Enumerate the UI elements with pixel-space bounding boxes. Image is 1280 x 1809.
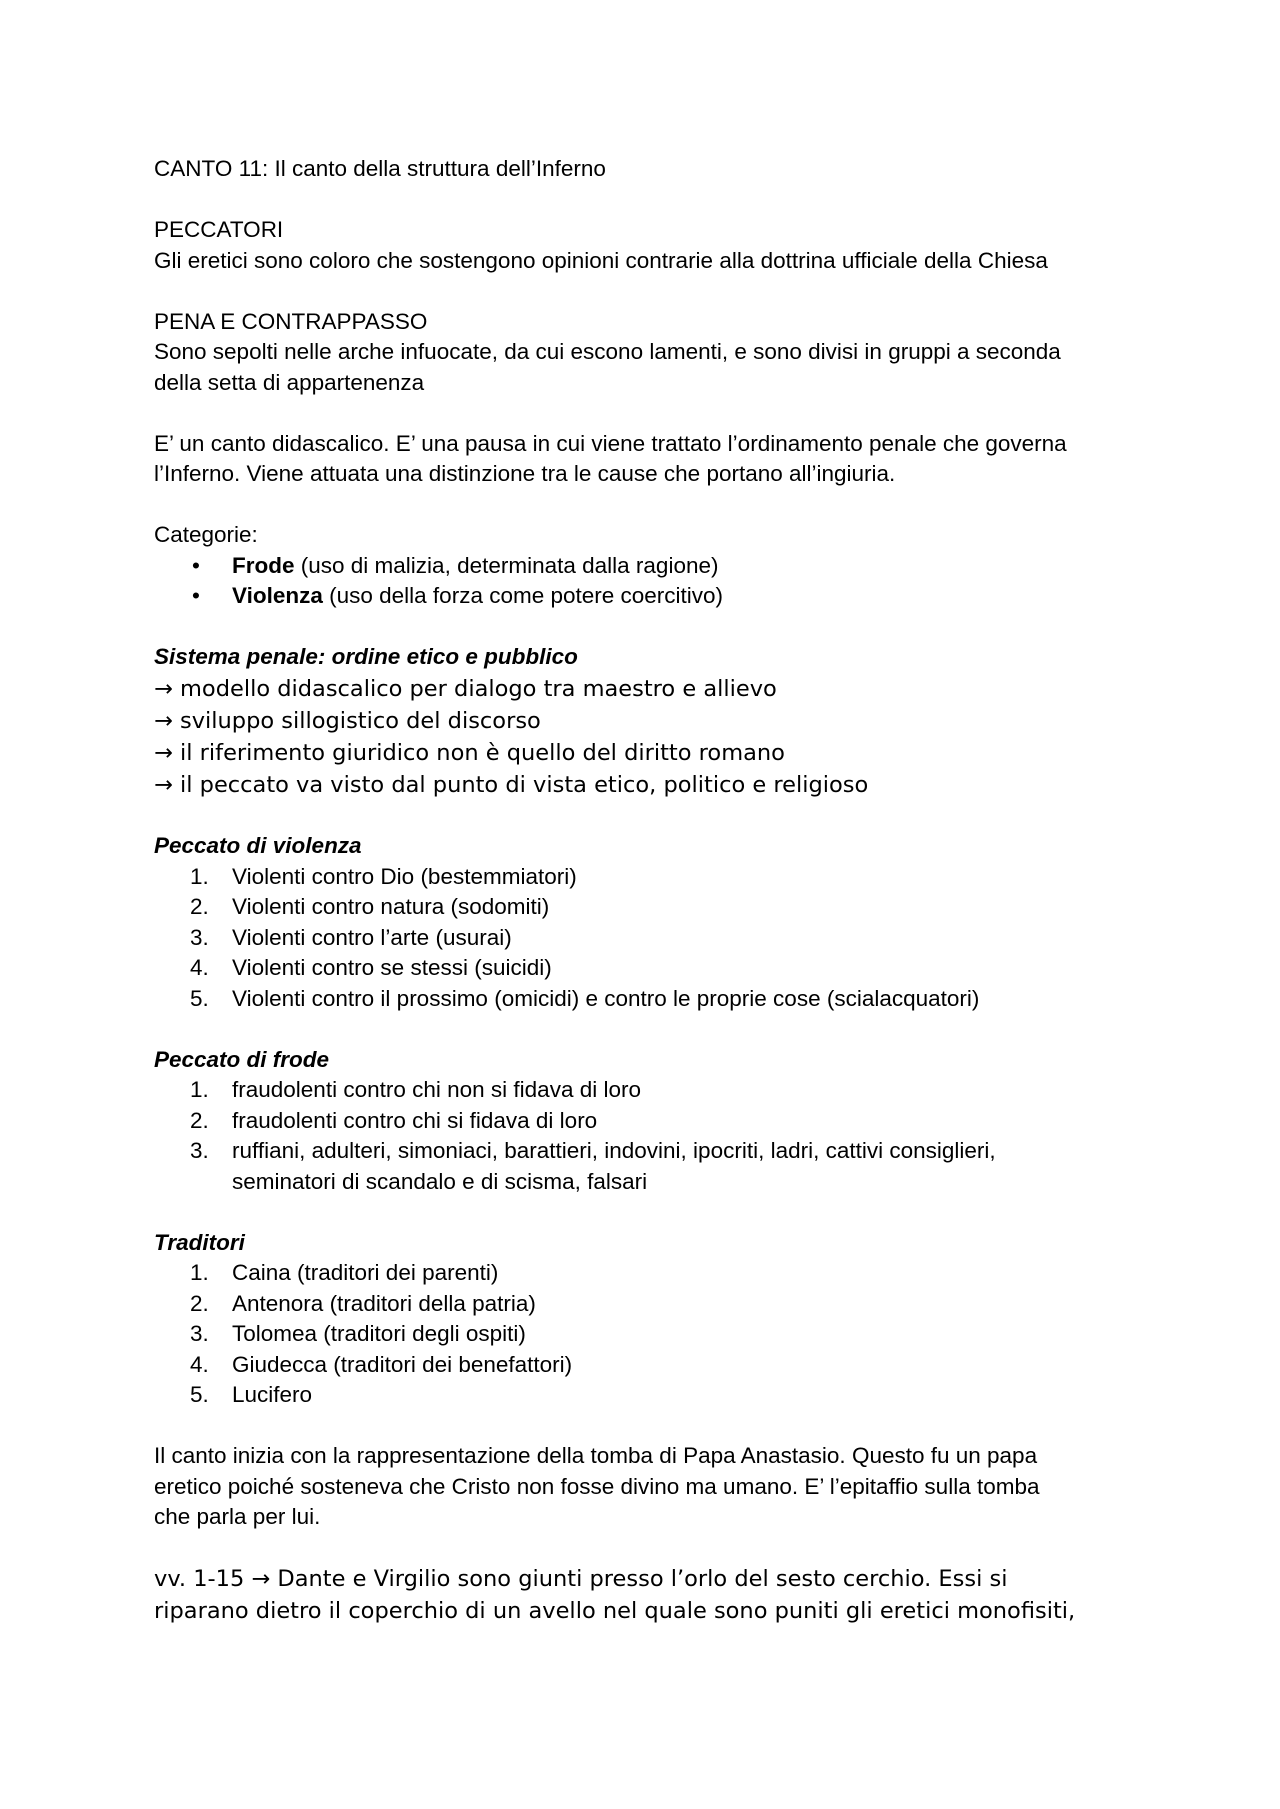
- anastasio-line: Il canto inizia con la rappresentazione della tomba di Papa Anastasio. Questo fu un papa: [154, 1443, 1038, 1468]
- categorie-label: Categorie:: [154, 522, 258, 547]
- traditori-heading: Traditori: [154, 1229, 245, 1255]
- didascalico-line: l’Inferno. Viene attuata una distinzione tra le cause che portano all’ingiuria.: [154, 461, 896, 486]
- sistema-line: → il peccato va visto dal punto di vista etico, politico e religioso: [154, 771, 869, 798]
- list-number: 3.: [190, 1321, 209, 1346]
- list-number: 2.: [190, 1107, 209, 1133]
- bullet-marker: •: [192, 552, 200, 578]
- category-name: Violenza: [232, 583, 323, 608]
- list-item: [154, 1319, 1134, 1350]
- list-item-text: Violenti contro il prossimo (omicidi) e contro le proprie cose (scialacquatori): [232, 985, 980, 1011]
- list-number: 4.: [190, 1351, 209, 1377]
- violenza-heading: Peccato di violenza: [154, 833, 362, 858]
- peccatori-heading: PECCATORI: [154, 217, 284, 242]
- list-item: [154, 923, 1134, 954]
- category-description: (uso di malizia, determinata dalla ragione): [294, 552, 719, 578]
- list-item: [154, 1136, 1134, 1197]
- list-number: 5.: [190, 985, 209, 1011]
- list-item: [154, 862, 1134, 893]
- document-title: CANTO 11: Il canto della struttura dell’Inferno: [154, 156, 606, 181]
- list-item: [154, 551, 1134, 582]
- list-number: 1.: [190, 1260, 209, 1285]
- list-item: [154, 1106, 1134, 1137]
- frode-heading: Peccato di frode: [154, 1046, 330, 1072]
- list-item-text: fraudolenti contro chi si fidava di loro: [232, 1107, 598, 1133]
- list-item-text: Violenti contro se stessi (suicidi): [232, 955, 552, 980]
- list-number: 3.: [190, 924, 209, 950]
- bullet-marker: •: [192, 583, 200, 608]
- anastasio-line: eretico poiché sosteneva che Cristo non fosse divino ma umano. E’ l’epitaffio sulla tomba: [154, 1473, 1040, 1499]
- versi-line: riparano dietro il coperchio di un avello nel quale sono puniti gli eretici monofisiti,: [154, 1598, 1076, 1624]
- peccatori-text: Gli eretici sono coloro che sostengono opinioni contrarie alla dottrina ufficiale della Chiesa: [154, 247, 1048, 273]
- document-body: [154, 154, 1134, 1627]
- traditori-list: [154, 1258, 1134, 1411]
- list-number: 2.: [190, 894, 209, 919]
- categorie-list: [154, 551, 1134, 612]
- list-item-text: Caina (traditori dei parenti): [232, 1260, 499, 1285]
- pena-heading: PENA E CONTRAPPASSO: [154, 308, 428, 334]
- category-name: Frode: [232, 552, 295, 578]
- list-item-text: seminatori di scandalo e di scisma, falsari: [232, 1168, 648, 1194]
- pena-text-line: della setta di appartenenza: [154, 369, 425, 395]
- category-description: (uso della forza come potere coercitivo): [322, 583, 724, 608]
- list-number: 1.: [190, 1077, 209, 1102]
- list-item-text: Violenti contro natura (sodomiti): [232, 894, 550, 919]
- list-item: [154, 1258, 1134, 1289]
- sistema-line: → il riferimento giuridico non è quello del diritto romano: [154, 739, 785, 766]
- list-number: 1.: [190, 863, 209, 889]
- list-item-text: Violenti contro Dio (bestemmiatori): [232, 863, 577, 889]
- list-item: [154, 1380, 1134, 1411]
- list-item: [154, 984, 1134, 1015]
- pena-text-line: Sono sepolti nelle arche infuocate, da cui escono lamenti, e sono divisi in gruppi a seconda: [154, 339, 1061, 364]
- list-item-text: ruffiani, adulteri, simoniaci, barattieri, indovini, ipocriti, ladri, cattivi consiglieri,: [232, 1138, 996, 1163]
- sistema-line: → sviluppo sillogistico del discorso: [154, 707, 541, 734]
- list-number: 3.: [190, 1138, 209, 1163]
- list-item-text: Antenora (traditori della patria): [232, 1290, 536, 1316]
- list-item: [154, 1289, 1134, 1320]
- list-number: 4.: [190, 955, 209, 980]
- list-item-text: Tolomea (traditori degli ospiti): [232, 1321, 526, 1346]
- list-item-text: fraudolenti contro chi non si fidava di loro: [232, 1077, 641, 1102]
- list-item-text: Giudecca (traditori dei benefattori): [232, 1351, 573, 1377]
- list-item: [154, 953, 1134, 984]
- anastasio-line: che parla per lui.: [154, 1504, 321, 1529]
- sistema-line: → modello didascalico per dialogo tra maestro e allievo: [154, 675, 777, 702]
- list-item: [154, 581, 1134, 612]
- list-number: 5.: [190, 1382, 209, 1407]
- list-item: [154, 1350, 1134, 1381]
- violenza-list: [154, 862, 1134, 1015]
- list-item: [154, 1075, 1134, 1106]
- frode-list: [154, 1075, 1134, 1197]
- list-number: 2.: [190, 1290, 209, 1316]
- list-item: [154, 892, 1134, 923]
- versi-line: vv. 1-15 → Dante e Virgilio sono giunti presso l’orlo del sesto cerchio. Essi si: [154, 1566, 1008, 1592]
- list-item-text: Lucifero: [232, 1382, 313, 1407]
- didascalico-line: E’ un canto didascalico. E’ una pausa in cui viene trattato l’ordinamento penale che governa: [154, 430, 1067, 456]
- list-item-text: Violenti contro l’arte (usurai): [232, 924, 512, 950]
- sistema-heading: Sistema penale: ordine etico e pubblico: [154, 644, 578, 669]
